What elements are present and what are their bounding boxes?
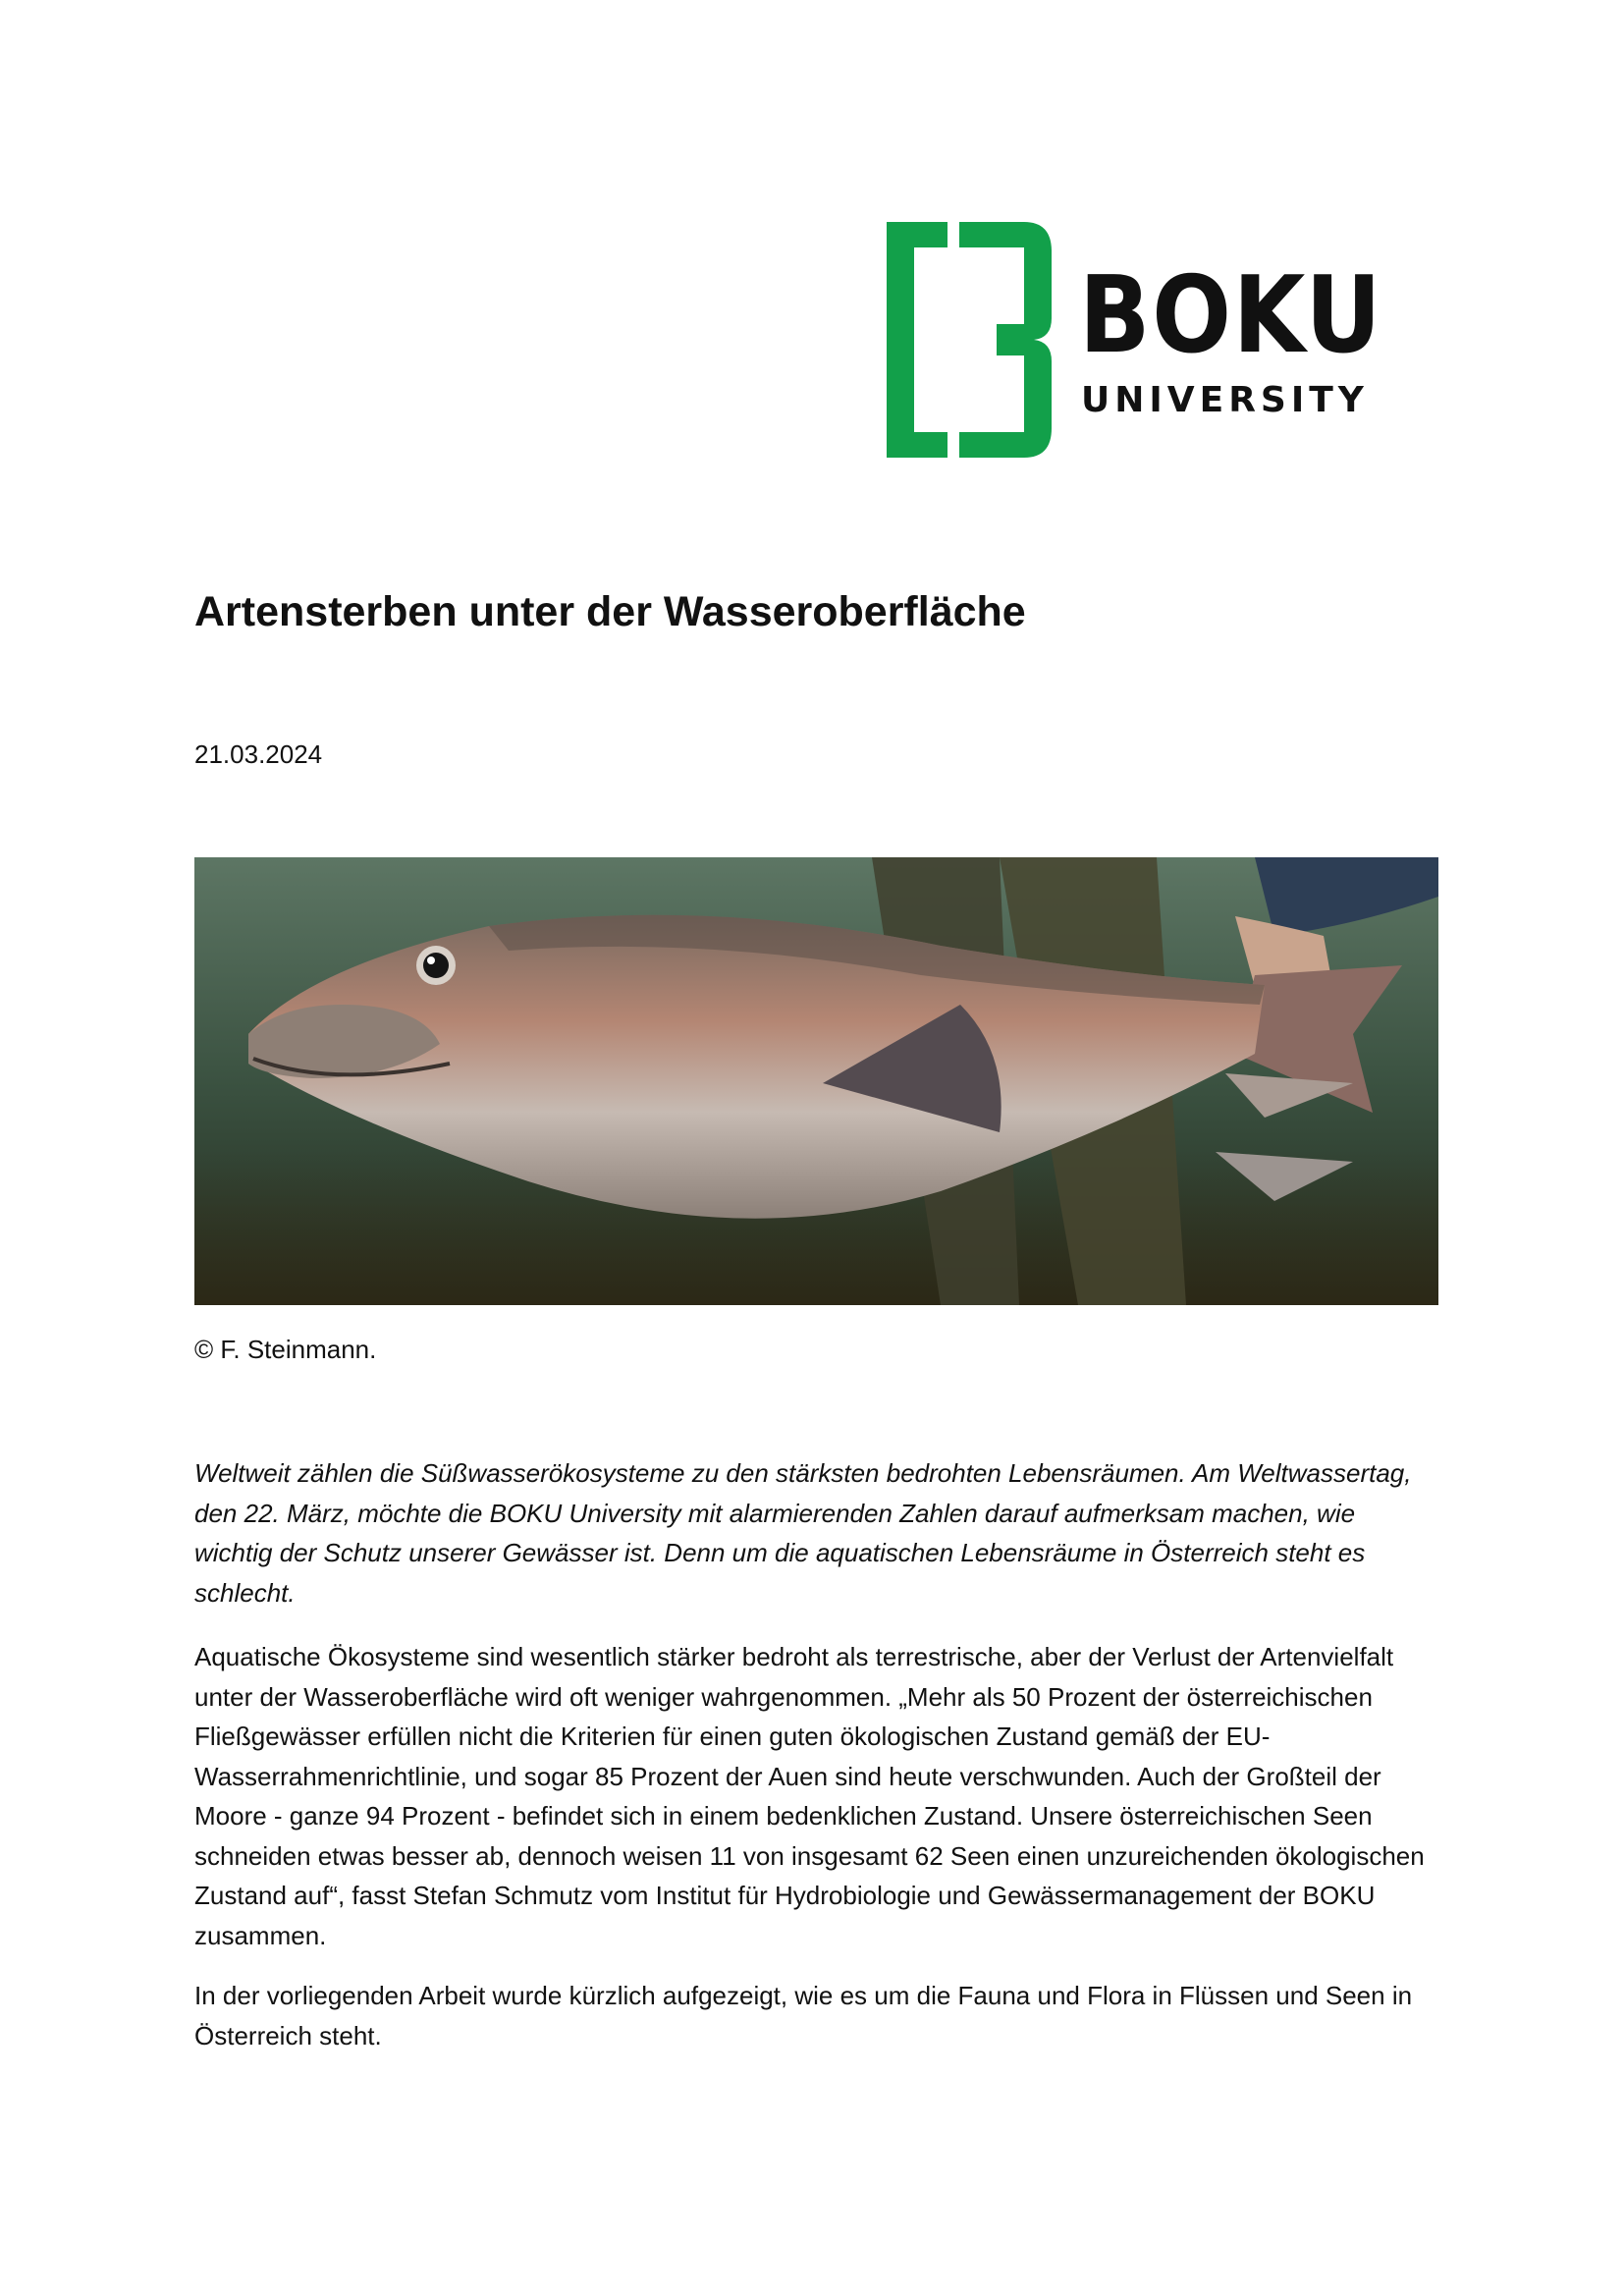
- boku-bracket-icon: [887, 222, 1063, 458]
- logo-wordmark: BOKU: [1079, 254, 1383, 377]
- logo-subtitle: UNIVERSITY: [1081, 380, 1369, 420]
- boku-logo: [887, 222, 1383, 458]
- salmon-underwater-image: [194, 857, 1438, 1305]
- image-caption: © F. Steinmann.: [194, 1335, 377, 1364]
- body-paragraph: Aquatische Ökosysteme sind wesentlich stärker bedroht als terrestrische, aber der Verlust der Artenvielfalt unter der Wasseroberfläche wird oft weniger wahrgenommen. „Mehr als 50 Prozent der österreichischen Fließgewässer erfüllen nicht die Kriterien für einen guten ökologischen Zustand gemäß der EU-Wasserrahmenrichtlinie, und sogar 85 Prozent der Auen sind heute verschwunden. Auch der Großteil der Moore - ganze 94 Prozent - befindet sich in einem bedenklichen Zustand. Unsere österreichischen Seen schneiden etwas besser ab, dennoch weisen 11 von insgesamt 62 Seen einen unzureichenden ökologischen Zustand auf“, fasst Stefan Schmutz vom Institut für Hydrobiologie und Gewässermanagement der BOKU zusammen.: [194, 1642, 1425, 1950]
- body-paragraph-closing: In der vorliegenden Arbeit wurde kürzlich aufgezeigt, wie es um die Fauna und Flora in Flüssen und Seen in Österreich steht.: [194, 1981, 1413, 2050]
- fish-photo: [194, 857, 1438, 1305]
- article-date: 21.03.2024: [194, 739, 323, 769]
- article-title: Artensterben unter der Wasseroberfläche: [194, 588, 1026, 635]
- lead-paragraph: Weltweit zählen die Süßwasserökosysteme zu den stärksten bedrohten Lebensräumen. Am Weltwassertag, den 22. März, möchte die BOKU University mit alarmierenden Zahlen darauf aufmerksam machen, wie wichtig der Schutz unserer Gewässer ist. Denn um die aquatischen Lebensräume in Österreich steht es schlecht.: [194, 1458, 1412, 1608]
